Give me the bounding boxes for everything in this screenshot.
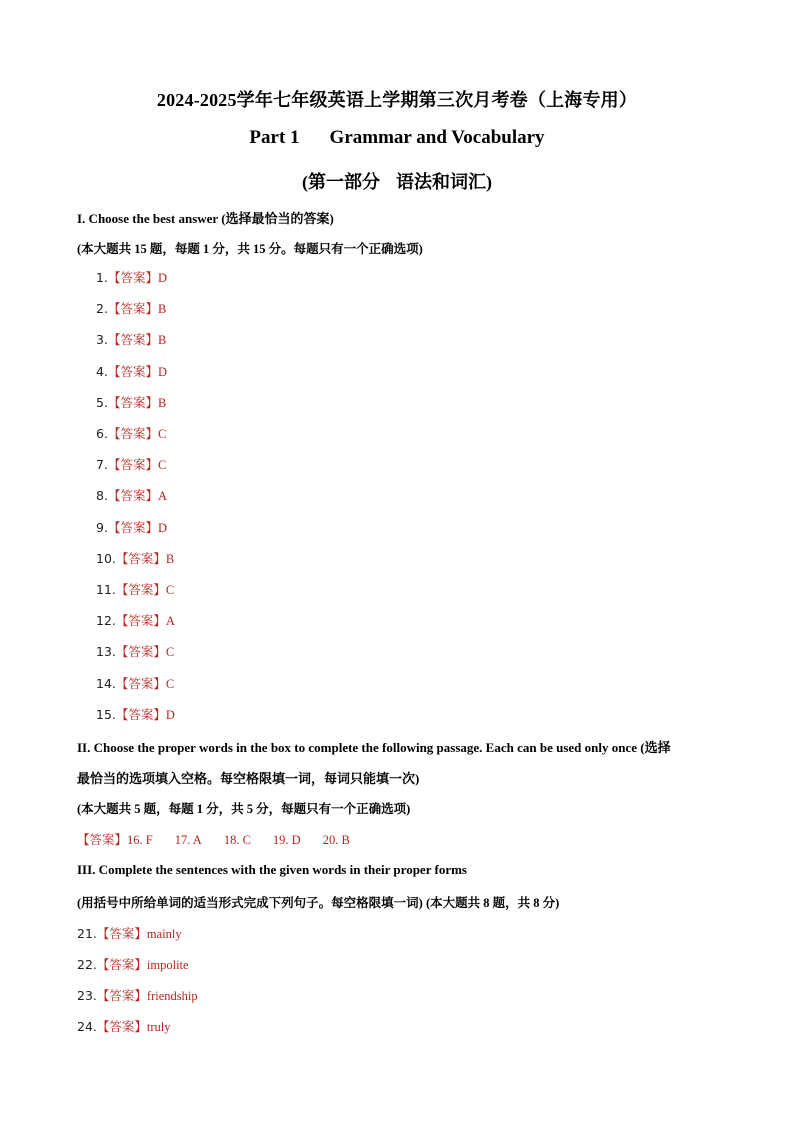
section2-heading-line2: 最恰当的选项填入空格。每空格限填一词，每词只能填一次) — [77, 771, 420, 786]
answer-value: C — [157, 458, 167, 473]
question-number: 8. — [96, 488, 108, 504]
question-number: 22. — [77, 957, 97, 972]
answer-row — [96, 299, 166, 317]
part-heading — [0, 127, 794, 149]
answer-row — [96, 486, 167, 504]
section3-note: (用括号中所给单词的适当形式完成下列句子。每空格限填一词) (本大题共 8 题，共 8 分) — [77, 896, 560, 910]
answer-value: B — [157, 395, 167, 410]
answer-row — [96, 424, 166, 442]
question-number: 6. — [96, 426, 108, 441]
section2-answer-item: 16. F — [127, 833, 153, 847]
answer-tag: 【答案】 — [107, 332, 158, 348]
answer-row — [77, 924, 182, 942]
question-number: 11. — [96, 582, 116, 597]
answer-value: impolite — [146, 958, 189, 972]
answer-tag: 【答案】 — [77, 832, 128, 847]
section2-answer-item: 20. B — [322, 833, 350, 847]
answer-row — [96, 705, 175, 723]
answer-tag: 【答案】 — [115, 706, 166, 722]
question-number: 9. — [96, 519, 108, 535]
question-number: 15. — [96, 706, 116, 722]
answer-value: friendship — [146, 989, 198, 1003]
answer-row — [96, 549, 174, 567]
question-number: 2. — [96, 301, 108, 317]
answer-value: truly — [146, 1020, 171, 1034]
answer-value: D — [157, 520, 167, 535]
section2-note: (本大题共 5 题，每题 1 分，共 5 分，每题只有一个正确选项) — [77, 802, 411, 816]
answer-tag: 【答案】 — [96, 957, 147, 972]
answer-row — [77, 986, 198, 1004]
answer-value: B — [157, 333, 167, 348]
question-number: 24. — [77, 1019, 97, 1034]
answer-tag: 【答案】 — [115, 550, 166, 566]
answer-row — [96, 674, 174, 692]
answer-row — [96, 455, 166, 473]
question-number: 3. — [96, 332, 108, 348]
answer-tag: 【答案】 — [107, 394, 158, 410]
part-label: Part 1 — [249, 127, 300, 148]
answer-tag: 【答案】 — [107, 426, 158, 441]
part-cn-b: 语法和词汇) — [396, 172, 492, 192]
answer-value: C — [157, 427, 167, 441]
answer-value: D — [157, 271, 167, 285]
section2-heading-line1: II. Choose the proper words in the box to complete the following passage. Each can be used only once (选择 — [77, 740, 671, 755]
answer-value: C — [165, 645, 175, 660]
answer-tag: 【答案】 — [107, 363, 158, 379]
question-number: 12. — [96, 613, 116, 629]
section1-note: (本大题共 15 题，每题 1 分，共 15 分。每题只有一个正确选项) — [77, 242, 423, 256]
page-title: 2024-2025学年七年级英语上学期第三次月考卷（上海专用） — [156, 90, 638, 110]
answer-row — [77, 955, 189, 973]
answer-value: B — [165, 551, 175, 566]
answer-value: B — [157, 302, 167, 317]
part-name: Grammar and Vocabulary — [329, 127, 545, 148]
section3-heading: III. Complete the sentences with the given words in their proper forms — [77, 862, 467, 877]
answer-tag: 【答案】 — [115, 613, 166, 629]
answer-row — [96, 268, 167, 286]
part-heading-cn — [0, 168, 794, 194]
answer-tag: 【答案】 — [107, 301, 158, 317]
answer-tag: 【答案】 — [107, 488, 158, 504]
section2-answers — [127, 833, 372, 847]
answer-tag: 【答案】 — [96, 1019, 147, 1034]
question-number: 14. — [96, 675, 116, 691]
part-cn-a: (第一部分 — [302, 172, 380, 192]
answer-row — [96, 518, 167, 536]
answer-tag: 【答案】 — [107, 270, 158, 285]
answer-row — [96, 580, 174, 598]
answer-row — [96, 330, 166, 348]
answer-tag: 【答案】 — [96, 926, 147, 941]
section2-answer-item: 19. D — [272, 833, 301, 847]
question-number: 21. — [77, 926, 97, 941]
answer-tag: 【答案】 — [115, 582, 166, 597]
answer-tag: 【答案】 — [107, 519, 158, 535]
answer-tag: 【答案】 — [107, 457, 158, 473]
answer-value: A — [165, 614, 175, 629]
question-number: 5. — [96, 394, 108, 410]
answer-value: A — [157, 489, 167, 504]
answer-value: C — [165, 583, 175, 597]
question-number: 7. — [96, 457, 108, 473]
answer-row — [77, 1017, 171, 1035]
question-number: 4. — [96, 363, 108, 379]
answer-row — [96, 393, 166, 411]
answer-row — [96, 642, 174, 660]
answer-tag: 【答案】 — [96, 988, 147, 1003]
answer-tag: 【答案】 — [115, 675, 166, 691]
question-number: 23. — [77, 988, 97, 1003]
answer-value: C — [165, 676, 175, 691]
answer-tag: 【答案】 — [115, 644, 166, 660]
answer-row — [96, 611, 175, 629]
question-number: 13. — [96, 644, 116, 660]
question-number: 10. — [96, 550, 116, 566]
section2-answer-item: 18. C — [223, 833, 251, 847]
section2-answer-item: 17. A — [174, 833, 202, 847]
answer-value: D — [165, 707, 175, 722]
answer-value: mainly — [146, 927, 182, 941]
answer-value: D — [157, 364, 167, 379]
section2-answer-row — [77, 830, 372, 848]
answer-row — [96, 362, 167, 380]
question-number: 1. — [96, 270, 108, 285]
section1-heading: I. Choose the best answer (选择最恰当的答案) — [77, 211, 334, 226]
